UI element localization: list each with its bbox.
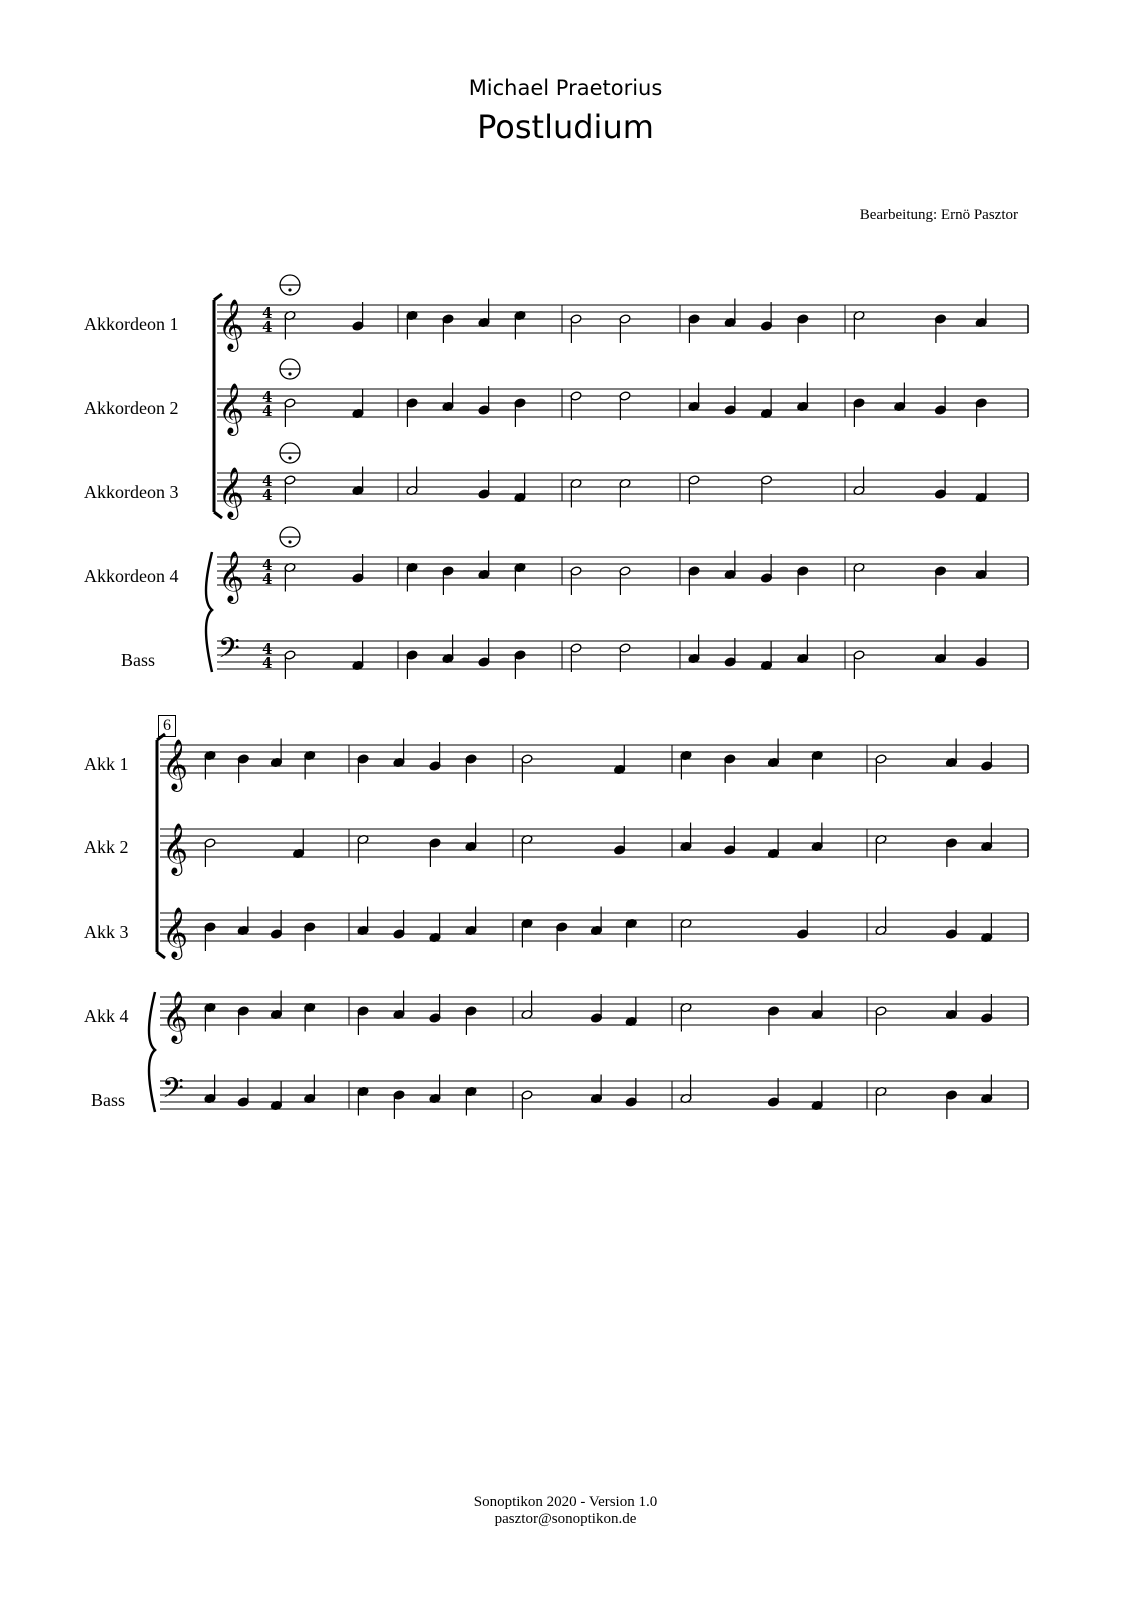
staff-label-akk2: Akkordeon 2	[84, 398, 179, 418]
staff-label-akk3: Akkordeon 3	[84, 482, 179, 502]
register-dot	[288, 540, 291, 543]
staff-label-akk1: Akkordeon 1	[84, 314, 179, 334]
time-signature: 4	[262, 402, 273, 420]
arranger-credit: Bearbeitung: Ernö Pasztor	[859, 207, 1018, 223]
time-signature: 4	[262, 654, 273, 672]
staff-label-bass: Bass	[121, 650, 156, 670]
piece-title: Postludium	[477, 108, 654, 146]
bass-clef: 𝄢	[162, 1072, 184, 1112]
treble-clef: 𝄞	[218, 551, 245, 602]
staff-label-akk4: Akkordeon 4	[84, 566, 179, 586]
treble-clef: 𝄞	[162, 823, 189, 874]
time-signature: 4	[262, 556, 273, 574]
treble-clef: 𝄞	[218, 467, 245, 518]
bass-clef: 𝄢	[218, 632, 240, 672]
staff-label-bass-short: Bass	[91, 1090, 126, 1110]
piano-brace	[149, 992, 155, 1112]
time-signature: 4	[262, 472, 273, 490]
treble-clef: 𝄞	[218, 299, 245, 350]
treble-clef: 𝄞	[218, 383, 245, 434]
time-signature: 4	[262, 388, 273, 406]
register-dot	[288, 372, 291, 375]
register-dot	[288, 456, 291, 459]
staff-label-akk2-short: Akk 2	[84, 837, 129, 857]
treble-clef: 𝄞	[162, 907, 189, 958]
footer-email: pasztor@sonoptikon.de	[494, 1511, 637, 1527]
time-signature: 4	[262, 486, 273, 504]
staff-label-akk3-short: Akk 3	[84, 922, 129, 942]
time-signature: 4	[262, 304, 273, 322]
rehearsal-number: 6	[158, 715, 176, 737]
staff-label-akk4-short: Akk 4	[84, 1006, 129, 1026]
staff-label-akk1-short: Akk 1	[84, 754, 129, 774]
composer-name: Michael Praetorius	[468, 76, 663, 100]
register-dot	[288, 288, 291, 291]
time-signature: 4	[262, 640, 273, 658]
time-signature: 4	[262, 318, 273, 336]
treble-clef: 𝄞	[162, 739, 189, 790]
piano-brace	[206, 552, 212, 672]
time-signature: 4	[262, 570, 273, 588]
treble-clef: 𝄞	[162, 991, 189, 1042]
footer-version: Sonoptikon 2020 - Version 1.0	[473, 1494, 658, 1510]
